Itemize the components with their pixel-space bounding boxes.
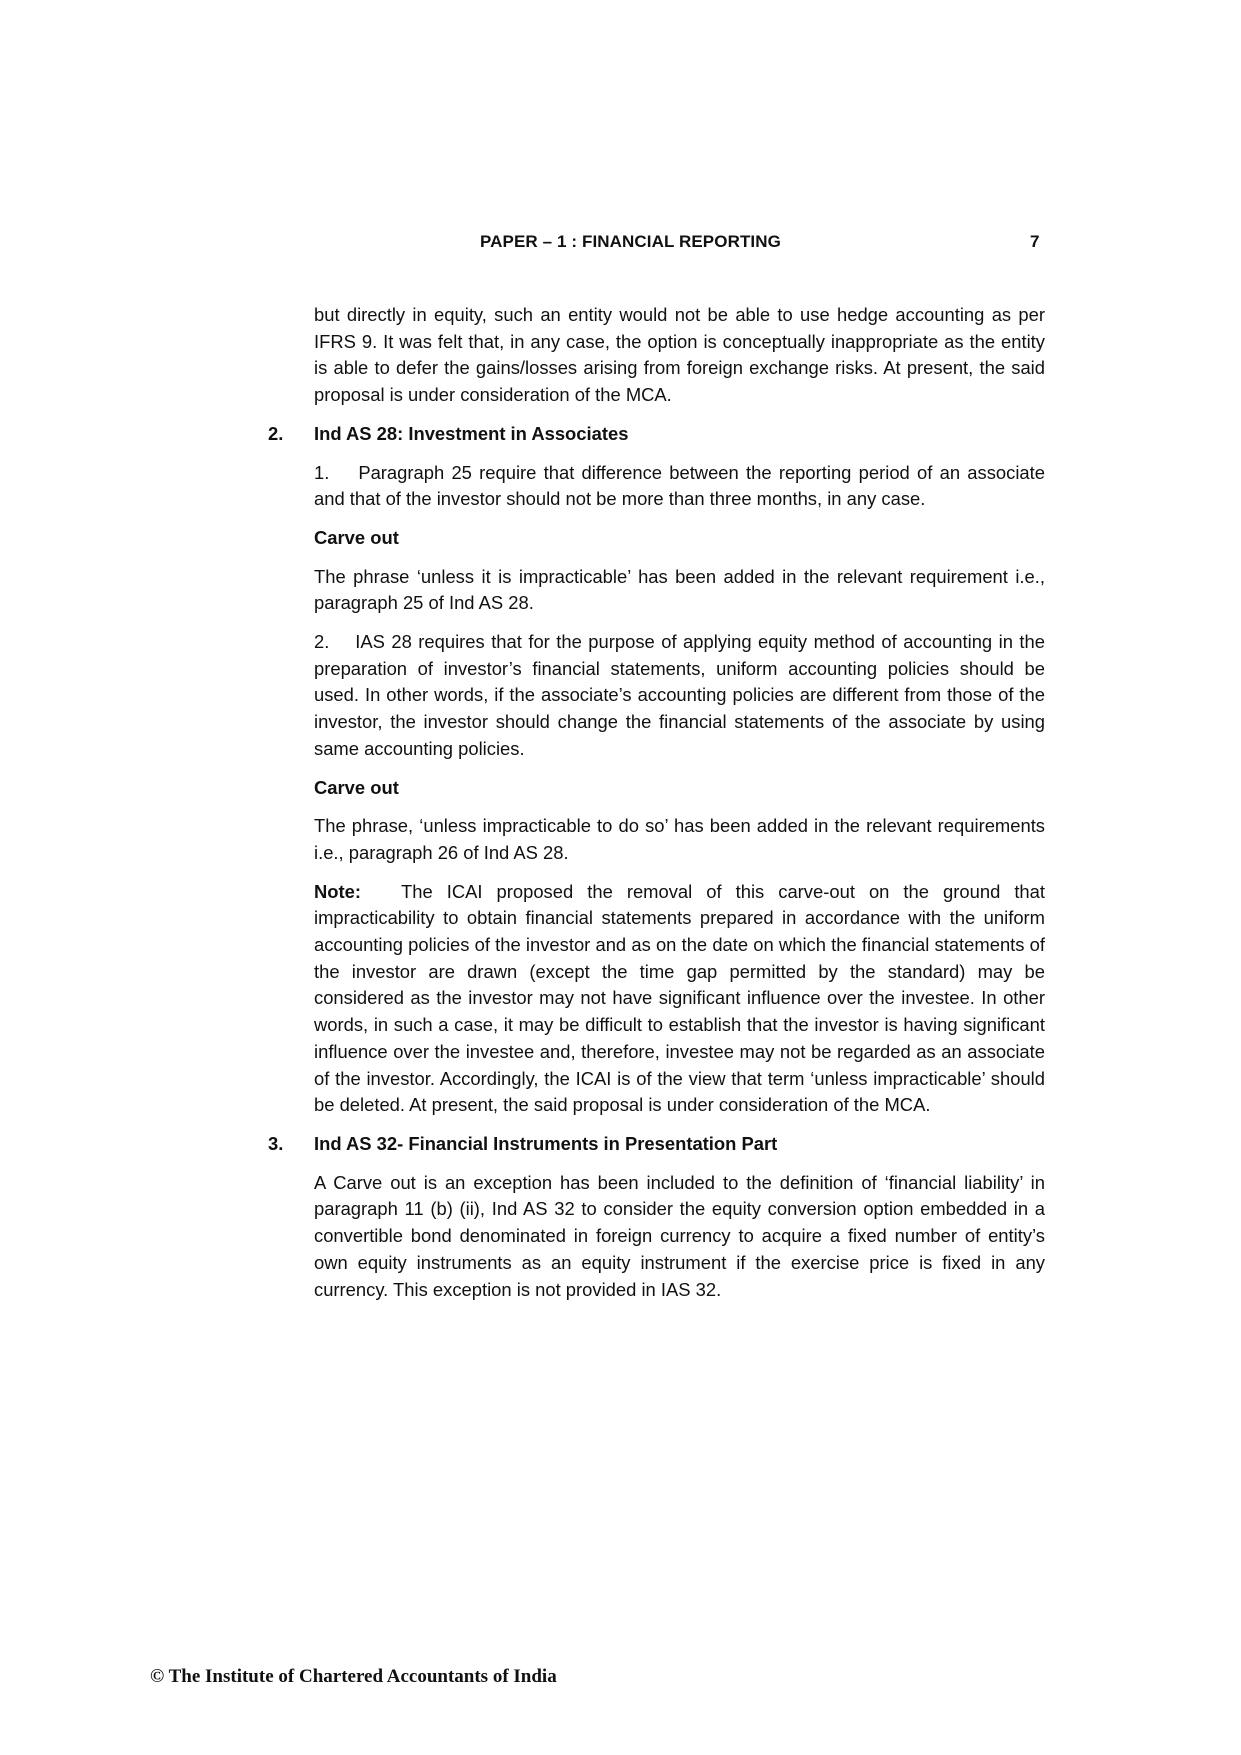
carve-out-text-2: The phrase, ‘unless impracticable to do so’ has been added in the relevant requirements i.e., paragraph 26 of Ind AS 28.: [314, 815, 1045, 863]
note-text: The ICAI proposed the removal of this carve-out on the ground that impracticability to obtain financial statements prepared in accordance with the uniform accounting policies of the investor and as on the date on which the financial statements of the investor are drawn (except the time gap permitted by the standard) may be considered as the investor may not have significant influence over the investee. In other words, in such a case, it may be difficult to establish that the investor is having significant influence over the investee and, therefore, investee may not be regarded as an associate of the investor. Accordingly, the ICAI is of the view that term ‘unless impracticable’ should be deleted. At present, the said proposal is under consideration of the MCA.: [314, 880, 1045, 1116]
section-2-heading: [268, 421, 1045, 448]
section-3-text: A Carve out is an exception has been included to the definition of ‘financial liability’ in paragraph 11 (b) (ii), Ind AS 32 to consider the equity conversion option embedded in a convertible bond denominated in foreign currency to acquire a fixed number of entity’s own equity instruments as an equity instrument if the exercise price is fixed in any currency. This exception is not provided in IAS 32.: [314, 1171, 1045, 1300]
section-3-number: 3.: [268, 1132, 284, 1154]
carve-out-heading-2: Carve out: [314, 776, 399, 798]
note-paragraph: [314, 879, 1045, 1119]
section-2-number: 2.: [268, 422, 284, 444]
section-2-title: Ind AS 28: Investment in Associates: [314, 422, 629, 444]
section-2-point-2: 2. IAS 28 requires that for the purpose of applying equity method of accounting in the preparation of investor’s financial statements, uniform accounting policies should be used. In other words, if the associate’s accounting policies are different from those of the investor, the investor should change the financial statements of the associate by using same accounting policies.: [314, 631, 1051, 759]
intro-paragraph: but directly in equity, such an entity would not be able to use hedge accounting as per IFRS 9. It was felt that, in any case, the option is conceptually inappropriate as the entity is able to defer the gains/losses arising from foreign exchange risks. At present, the said proposal is under consideration of the MCA.: [314, 304, 1045, 406]
carve-out-text-1: The phrase ‘unless it is impracticable’ has been added in the relevant requirement i.e., paragraph 25 of Ind AS 28.: [314, 565, 1045, 614]
document-body: [268, 302, 1051, 1315]
carve-out-heading-1: Carve out: [314, 526, 399, 548]
footer-copyright: © The Institute of Chartered Accountants of India: [150, 1666, 557, 1687]
running-header-title: PAPER – 1 : FINANCIAL REPORTING: [480, 232, 781, 251]
note-label: Note:: [314, 880, 361, 902]
section-3-heading: [268, 1131, 1045, 1158]
page-number: 7: [1030, 232, 1040, 251]
section-2-point-1: 1. Paragraph 25 require that difference between the reporting period of an associate and that of the investor should not be more than three months, in any case.: [314, 461, 1051, 510]
section-3-title: Ind AS 32- Financial Instruments in Presentation Part: [314, 1132, 778, 1154]
